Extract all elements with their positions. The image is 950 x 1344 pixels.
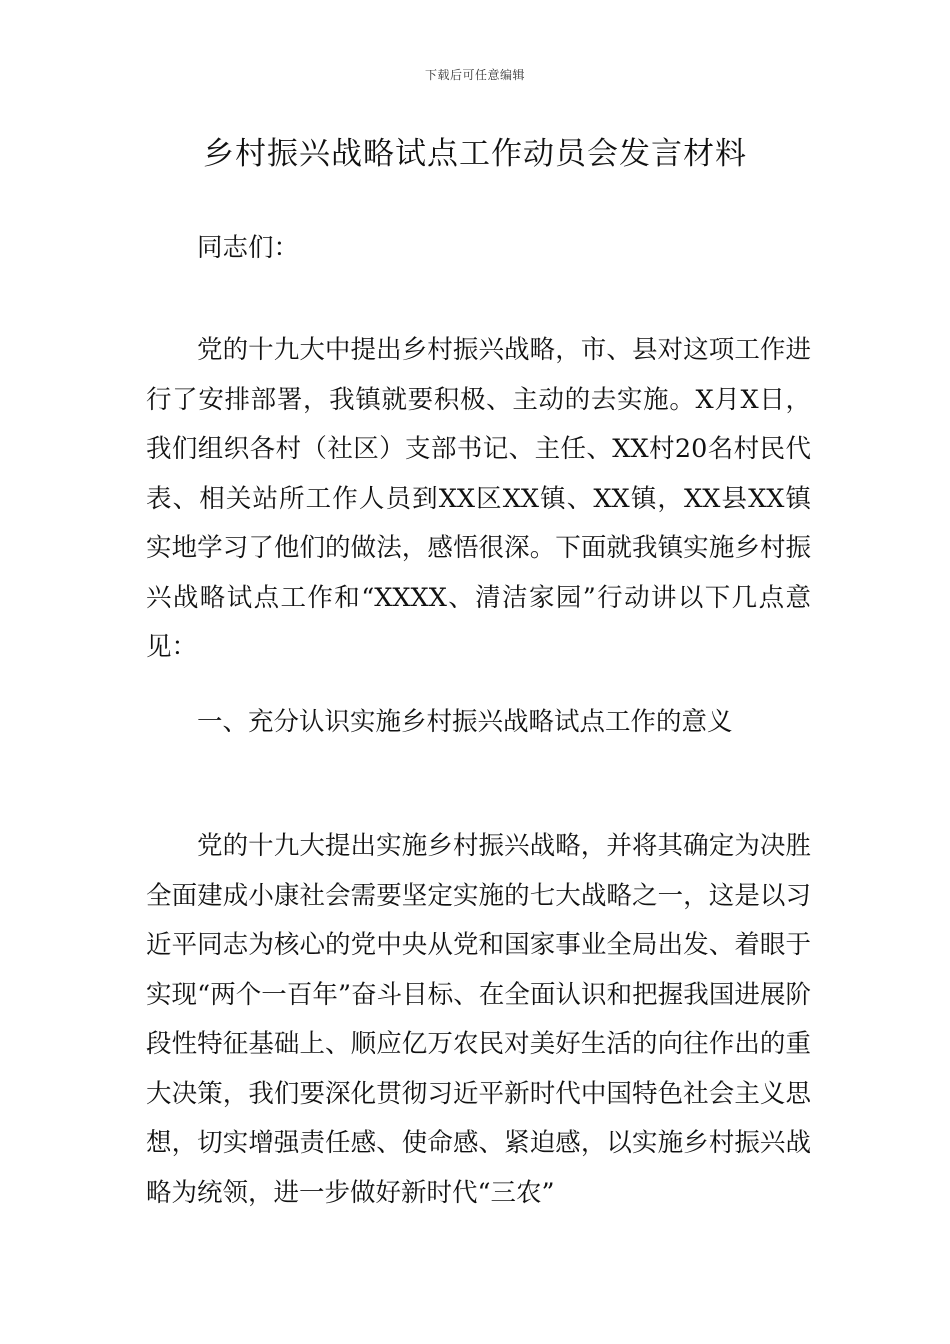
- section-heading-1: 一、充分认识实施乡村振兴战略试点工作的意义: [197, 707, 733, 737]
- document-title: 乡村振兴战略试点工作动员会发言材料: [203, 136, 747, 172]
- header-note: 下载后可任意编辑: [424, 68, 525, 82]
- paragraph-1: 党的十九大中提出乡村振兴战略，市、县对这项工作进行了安排部署，我镇就要积极、主动的去实施。X月X日，我们组织各村（社区）支部书记、主任、XX村20名村民代表、相关站所工作人员到XX区XX镇、XX镇，XX县XX镇实地学习了他们的做法，感悟很深。下面就我镇实施乡村振兴战略试点工作和“XXXX、清洁家园”行动讲以下几点意见：: [146, 335, 811, 662]
- greeting: 同志们：: [197, 233, 300, 263]
- paragraph-2: 党的十九大提出实施乡村振兴战略，并将其确定为决胜全面建成小康社会需要坚定实施的七大战略之一，这是以习近平同志为核心的党中央从党和国家事业全局出发、着眼于实现“两个一百年”奋斗目标、在全面认识和把握我国进展阶段性特征基础上、顺应亿万农民对美好生活的向往作出的重大决策，我们要深化贯彻习近平新时代中国特色社会主义思想，切实增强责任感、使命感、紧迫感，以实施乡村振兴战略为统领，进一步做好新时代“三农”: [146, 831, 811, 1208]
